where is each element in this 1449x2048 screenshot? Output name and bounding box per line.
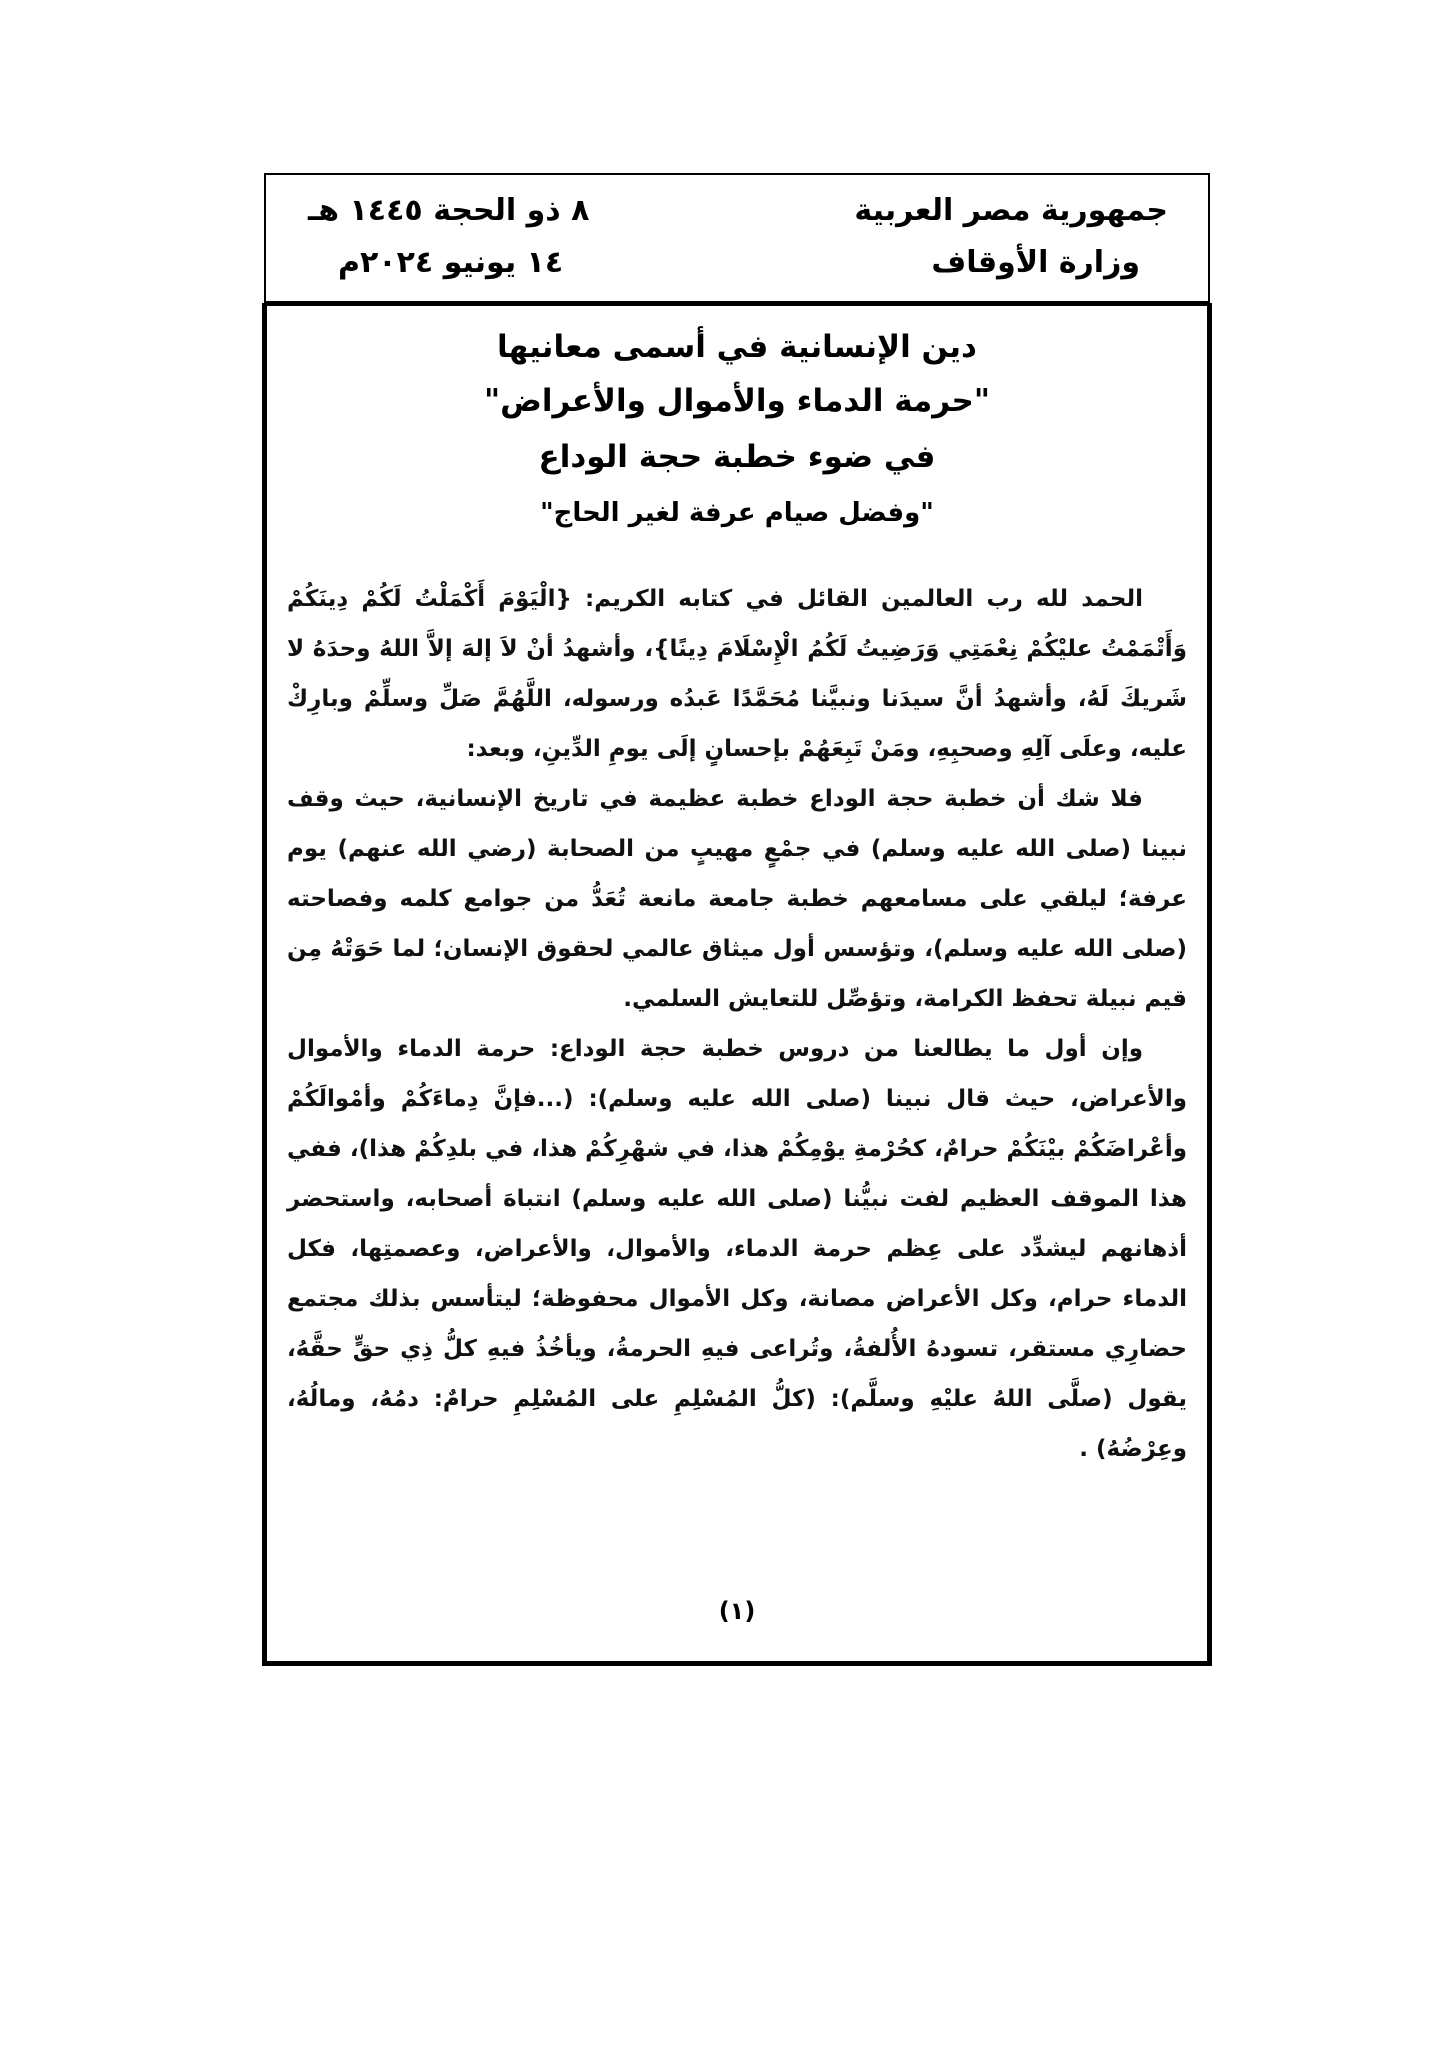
ministry-name: وزارة الأوقاف <box>931 245 1140 280</box>
document-header <box>264 173 1210 303</box>
paragraph-3: وإن أول ما يطالعنا من دروس خطبة حجة الوداع: حرمة الدماء والأموال والأعراض، حيث قال نبينا (صلى الله عليه وسلم): (...فإنَّ دِماءَكُمْ وأمْوالَكُمْ وأعْراضَكُمْ بيْنَكُمْ حرامٌ، كحُرْمةِ يوْمِكُمْ هذا، في شهْرِكُمْ هذا، في بلدِكُمْ هذا)، ففي هذا الموقف العظيم لفت نبيُّنا (صلى الله عليه وسلم) انتباهَ أصحابه، واستحضر أذهانهم ليشدِّد على عِظم حرمة الدماء، والأموال، والأعراض، وعصمتِها، فكل الدماء حرام، وكل الأعراض مصانة، وكل الأموال محفوظة؛ ليتأسس بذلك مجتمع حضارِي مستقر، تسودهُ الأُلفةُ، وتُراعى فيهِ الحرمةُ، ويأخُذُ فيهِ كلُّ ذِي حقٍّ حقَّهُ، يقول (صلَّى اللهُ عليْهِ وسلَّم): (كلُّ المُسْلِمِ على المُسْلِمِ حرامٌ: دمُهُ، ومالُهُ، وعِرْضُهُ) . <box>286 1036 1187 1462</box>
hijri-date: ٨ ذو الحجة ١٤٤٥ هـ <box>308 193 590 228</box>
sermon-content-box <box>262 303 1212 1666</box>
country-name: جمهورية مصر العربية <box>854 193 1168 228</box>
sermon-subtitle-1: "حرمة الدماء والأموال والأعراض" <box>483 383 991 419</box>
paragraph-1: الحمد لله رب العالمين القائل في كتابه الكريم: {الْيَوْمَ أَكْمَلْتُ لَكُمْ دِينَكُمْ وَأَتْمَمْتُ عليْكُمْ نِعْمَتِي وَرَضِيتُ لَكُمُ الْإِسْلَامَ دِينًا}، وأشهدُ أنْ لاَ إلهَ إلاَّ اللهُ وحدَهُ لا شَريكَ لَهُ، وأشهدُ أنَّ سيدَنا ونبيَّنا مُحَمَّدًا عَبدُه ورسوله، اللَّهُمَّ صَلِّ وسلِّمْ وبارِكْ عليه، وعلَى آلِهِ وصحبِهِ، ومَنْ تَبِعَهُمْ بإحسانٍ إلَى يومِ الدِّينِ، وبعد: <box>287 586 1187 762</box>
paragraph-2: فلا شك أن خطبة حجة الوداع خطبة عظيمة في تاريخ الإنسانية، حيث وقف نبينا (صلى الله عليه وسلم) في جمْعٍ مهيبٍ من الصحابة (رضي الله عنهم) يوم عرفة؛ ليلقي على مسامعهم خطبة جامعة مانعة تُعَدُّ من جوامع كلمه وفصاحته (صلى الله عليه وسلم)، وتؤسس أول ميثاق عالمي لحقوق الإنسان؛ لما حَوَتْهُ مِن قيم نبيلة تحفظ الكرامة، وتؤصِّل للتعايش السلمي. <box>287 786 1187 1012</box>
sermon-subtitle-3: "وفضل صيام عرفة لغير الحاج" <box>540 498 934 528</box>
sermon-body <box>287 574 1187 1474</box>
gregorian-date: ١٤ يونيو ٢٠٢٤م <box>338 245 564 280</box>
page-number: (١) <box>718 1597 756 1625</box>
sermon-title: دين الإنسانية في أسمى معانيها <box>497 329 977 365</box>
sermon-subtitle-2: في ضوء خطبة حجة الوداع <box>538 439 936 475</box>
